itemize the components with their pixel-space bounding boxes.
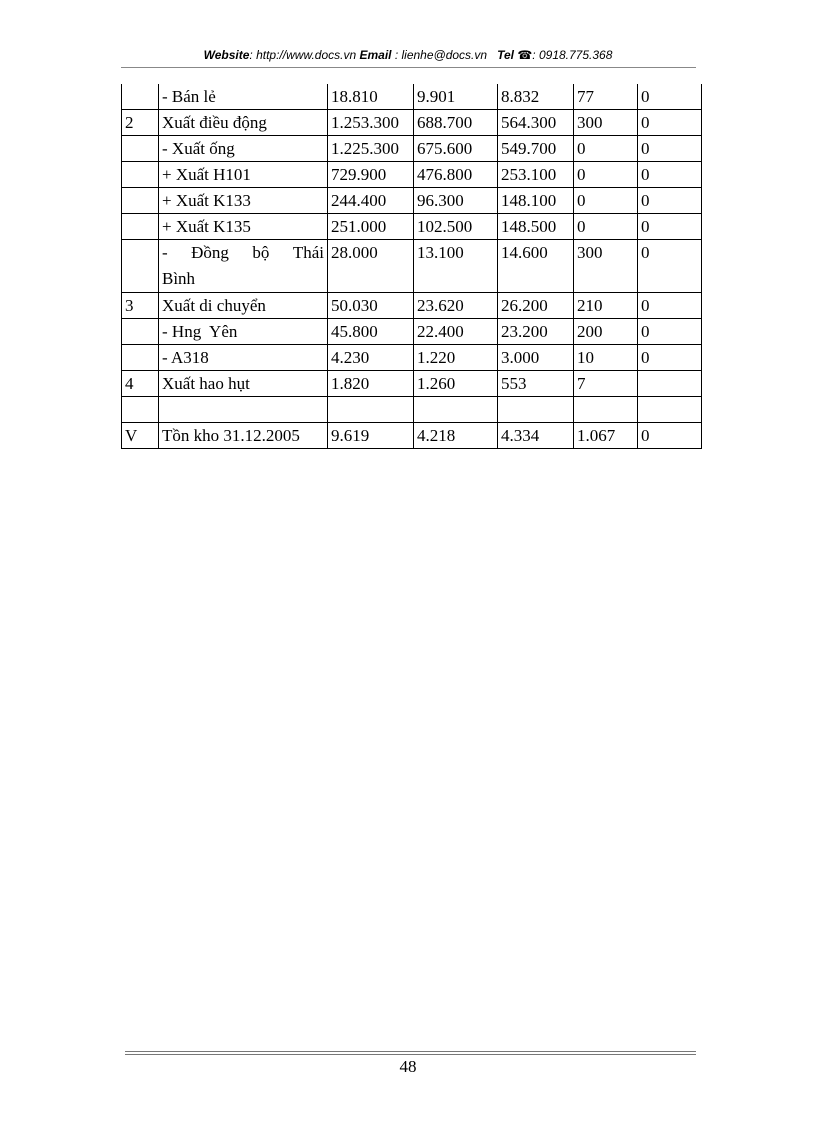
cell-value: 28.000 — [328, 240, 414, 293]
cell-value — [328, 397, 414, 423]
cell-value: 0 — [638, 162, 702, 188]
row-number — [122, 397, 159, 423]
row-number — [122, 345, 159, 371]
cell-value: 1.260 — [414, 371, 498, 397]
tel-label: Tel — [497, 48, 514, 62]
cell-value: 13.100 — [414, 240, 498, 293]
cell-value: 8.832 — [498, 84, 574, 110]
row-number — [122, 188, 159, 214]
cell-value: 1.253.300 — [328, 110, 414, 136]
row-number — [122, 319, 159, 345]
row-number — [122, 162, 159, 188]
table-row — [122, 84, 702, 110]
phone-icon: ☎ — [517, 48, 533, 62]
row-item-name: + Xuất H101 — [159, 162, 328, 188]
cell-value: 1.820 — [328, 371, 414, 397]
name-word: Đồng — [191, 243, 229, 262]
table-row — [122, 136, 702, 162]
cell-value: 102.500 — [414, 214, 498, 240]
cell-value: 50.030 — [328, 293, 414, 319]
website-label: Website — [203, 48, 250, 62]
email-label: Email — [359, 48, 392, 62]
email-address: : lienhe@docs.vn — [391, 48, 488, 62]
row-item-name — [159, 240, 328, 293]
cell-value: 4.218 — [414, 423, 498, 449]
cell-value: 0 — [638, 214, 702, 240]
cell-value: 0 — [638, 423, 702, 449]
cell-value: 251.000 — [328, 214, 414, 240]
cell-value: 148.100 — [498, 188, 574, 214]
row-item-name: - Hng Yên — [159, 319, 328, 345]
cell-value: 553 — [498, 371, 574, 397]
cell-value: 253.100 — [498, 162, 574, 188]
row-number: 4 — [122, 371, 159, 397]
cell-value — [498, 397, 574, 423]
name-word: Thái — [292, 243, 324, 262]
table-row — [122, 240, 702, 293]
name-word: bộ — [252, 243, 270, 262]
cell-value: 9.619 — [328, 423, 414, 449]
cell-value: 476.800 — [414, 162, 498, 188]
cell-value: 0 — [638, 319, 702, 345]
tel-number: : 0918.775.368 — [532, 48, 613, 62]
cell-value: 96.300 — [414, 188, 498, 214]
name-word: - — [162, 243, 168, 262]
cell-value — [574, 397, 638, 423]
cell-value: 688.700 — [414, 110, 498, 136]
table-row — [122, 162, 702, 188]
cell-value: 0 — [574, 214, 638, 240]
cell-value: 244.400 — [328, 188, 414, 214]
cell-value: 549.700 — [498, 136, 574, 162]
footer-divider — [125, 1054, 696, 1055]
cell-value: 1.067 — [574, 423, 638, 449]
website-url: : http://www.docs.vn — [249, 48, 357, 62]
row-number — [122, 240, 159, 293]
row-number: 2 — [122, 110, 159, 136]
cell-value: 7 — [574, 371, 638, 397]
table-row — [122, 371, 702, 397]
cell-value: 0 — [638, 188, 702, 214]
row-item-name: + Xuất K135 — [159, 214, 328, 240]
row-item-name: Xuất di chuyển — [159, 293, 328, 319]
cell-value: 0 — [574, 188, 638, 214]
cell-value: 0 — [638, 136, 702, 162]
cell-value: 18.810 — [328, 84, 414, 110]
header-divider — [121, 67, 696, 68]
table-row — [122, 110, 702, 136]
row-item-name: Xuất điều động — [159, 110, 328, 136]
cell-value: 1.225.300 — [328, 136, 414, 162]
cell-value: 0 — [638, 84, 702, 110]
footer-divider — [125, 1051, 696, 1052]
cell-value — [414, 397, 498, 423]
cell-value — [638, 371, 702, 397]
cell-value: 200 — [574, 319, 638, 345]
cell-value: 0 — [574, 136, 638, 162]
cell-value: 0 — [638, 240, 702, 293]
row-item-name-line1 — [162, 240, 324, 266]
table-row — [122, 345, 702, 371]
cell-value: 4.230 — [328, 345, 414, 371]
row-number — [122, 214, 159, 240]
row-number — [122, 136, 159, 162]
cell-value — [638, 397, 702, 423]
row-number: V — [122, 423, 159, 449]
cell-value: 3.000 — [498, 345, 574, 371]
cell-value: 22.400 — [414, 319, 498, 345]
table-row — [122, 293, 702, 319]
row-item-name: - Bán lẻ — [159, 84, 328, 110]
row-number: 3 — [122, 293, 159, 319]
table-row-empty — [122, 397, 702, 423]
cell-value: 1.220 — [414, 345, 498, 371]
row-item-name: Tồn kho 31.12.2005 — [159, 423, 328, 449]
cell-value: 675.600 — [414, 136, 498, 162]
row-item-name: - Xuất ống — [159, 136, 328, 162]
table-row — [122, 214, 702, 240]
row-item-name: + Xuất K133 — [159, 188, 328, 214]
page-number: 48 — [399, 1057, 417, 1076]
cell-value: 77 — [574, 84, 638, 110]
cell-value: 300 — [574, 240, 638, 293]
cell-value: 45.800 — [328, 319, 414, 345]
cell-value: 564.300 — [498, 110, 574, 136]
inventory-table — [121, 84, 702, 449]
table-row — [122, 188, 702, 214]
table-row — [122, 423, 702, 449]
cell-value: 23.200 — [498, 319, 574, 345]
cell-value: 0 — [574, 162, 638, 188]
cell-value: 10 — [574, 345, 638, 371]
row-item-name — [159, 397, 328, 423]
cell-value: 210 — [574, 293, 638, 319]
row-item-name: - A318 — [159, 345, 328, 371]
cell-value: 9.901 — [414, 84, 498, 110]
cell-value: 0 — [638, 110, 702, 136]
cell-value: 14.600 — [498, 240, 574, 293]
cell-value: 4.334 — [498, 423, 574, 449]
cell-value: 729.900 — [328, 162, 414, 188]
cell-value: 26.200 — [498, 293, 574, 319]
cell-value: 0 — [638, 345, 702, 371]
row-number — [122, 84, 159, 110]
row-item-name-line2: Bình — [162, 269, 196, 288]
cell-value: 148.500 — [498, 214, 574, 240]
table-row — [122, 319, 702, 345]
cell-value: 0 — [638, 293, 702, 319]
cell-value: 23.620 — [414, 293, 498, 319]
page-header — [0, 48, 816, 62]
row-item-name: Xuất hao hụt — [159, 371, 328, 397]
cell-value: 300 — [574, 110, 638, 136]
